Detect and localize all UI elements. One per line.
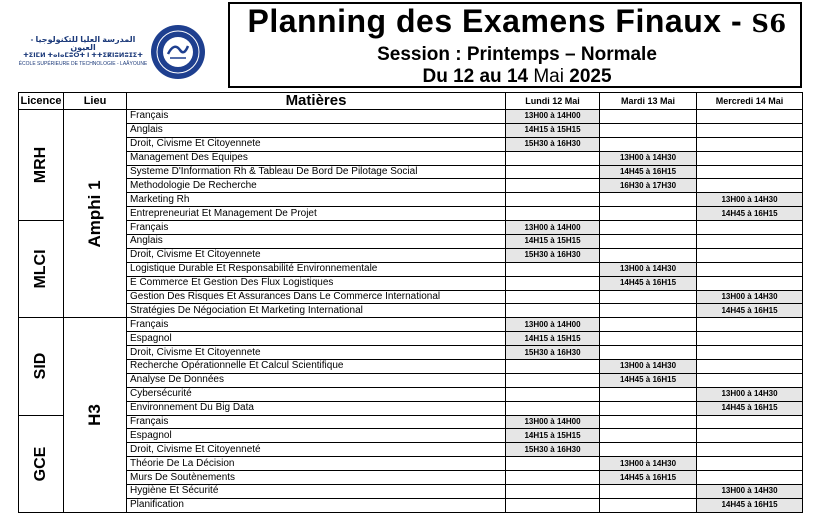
time-slot-cell	[506, 193, 600, 207]
time-slot-cell	[697, 318, 803, 332]
licence-cell	[19, 318, 64, 415]
university-seal-icon	[150, 24, 206, 80]
table-row	[19, 401, 803, 415]
subject-cell: Droit, Civisme Et Citoyenneté	[127, 443, 506, 457]
time-slot-cell	[506, 276, 600, 290]
licence-label: SID	[32, 353, 49, 380]
table-row	[19, 276, 803, 290]
table-row	[19, 360, 803, 374]
time-slot-cell: 13H00 à 14H30	[697, 387, 803, 401]
table-row	[19, 193, 803, 207]
time-slot-cell	[697, 415, 803, 429]
time-slot-cell: 13H00 à 14H00	[506, 415, 600, 429]
licence-cell	[19, 110, 64, 221]
time-slot-cell	[697, 429, 803, 443]
time-slot-cell	[697, 179, 803, 193]
time-slot-cell: 14H15 à 15H15	[506, 123, 600, 137]
title-box	[228, 2, 802, 88]
table-row	[19, 443, 803, 457]
time-slot-cell: 13H00 à 14H00	[506, 221, 600, 235]
logo-arabic: المدرسة العليا للتكنولوجيا - العيون	[30, 35, 136, 52]
time-slot-cell	[600, 443, 697, 457]
col-matieres: Matières	[127, 93, 506, 110]
time-slot-cell: 14H45 à 16H15	[600, 276, 697, 290]
time-slot-cell	[600, 318, 697, 332]
subject-cell: Anglais	[127, 123, 506, 137]
subject-cell: Droit, Civisme Et Citoyennete	[127, 346, 506, 360]
time-slot-cell: 13H00 à 14H30	[600, 360, 697, 374]
time-slot-cell: 14H15 à 15H15	[506, 235, 600, 249]
logo-french: ÉCOLE SUPÉRIEURE DE TECHNOLOGIE - LAÂYOUNE	[18, 61, 148, 67]
time-slot-cell	[506, 498, 600, 512]
subject-cell: Systeme D'Information Rh & Tableau De Bord De Pilotage Social	[127, 165, 506, 179]
subject-cell: Hygiène Et Sécurité	[127, 485, 506, 499]
time-slot-cell: 13H00 à 14H30	[697, 193, 803, 207]
subject-cell: Français	[127, 221, 506, 235]
time-slot-cell	[506, 457, 600, 471]
time-slot-cell: 14H15 à 15H15	[506, 429, 600, 443]
licence-label: MLCI	[32, 249, 49, 289]
table-row	[19, 248, 803, 262]
time-slot-cell: 14H45 à 16H15	[600, 471, 697, 485]
subject-cell: Espagnol	[127, 429, 506, 443]
subject-cell: Français	[127, 318, 506, 332]
time-slot-cell	[600, 123, 697, 137]
time-slot-cell	[506, 262, 600, 276]
time-slot-cell	[506, 179, 600, 193]
time-slot-cell: 13H00 à 14H30	[600, 262, 697, 276]
subject-cell: Droit, Civisme Et Citoyennete	[127, 137, 506, 151]
time-slot-cell: 13H00 à 14H30	[697, 290, 803, 304]
subject-cell: Analyse De Données	[127, 373, 506, 387]
time-slot-cell	[697, 165, 803, 179]
time-slot-cell	[600, 332, 697, 346]
time-slot-cell	[697, 443, 803, 457]
exam-schedule-table	[18, 92, 803, 513]
time-slot-cell	[506, 387, 600, 401]
time-slot-cell	[697, 262, 803, 276]
subject-cell: Logistique Durable Et Responsabilité Environnementale	[127, 262, 506, 276]
time-slot-cell: 14H45 à 16H15	[697, 207, 803, 221]
time-slot-cell: 14H45 à 16H15	[600, 373, 697, 387]
time-slot-cell	[600, 235, 697, 249]
time-slot-cell	[600, 221, 697, 235]
table-row	[19, 318, 803, 332]
time-slot-cell	[506, 401, 600, 415]
table-row	[19, 207, 803, 221]
subject-cell: Théorie De La Décision	[127, 457, 506, 471]
time-slot-cell	[506, 290, 600, 304]
col-day: Mercredi 14 Mai	[697, 93, 803, 110]
semester: S6	[751, 9, 787, 38]
time-slot-cell	[600, 401, 697, 415]
time-slot-cell	[697, 332, 803, 346]
time-slot-cell	[506, 165, 600, 179]
licence-cell	[19, 415, 64, 512]
subject-cell: Stratégies De Négociation Et Marketing International	[127, 304, 506, 318]
licence-cell	[19, 221, 64, 318]
col-licence: Licence	[19, 93, 64, 110]
date-range: Du 12 au 14 Mai 2025	[422, 66, 612, 87]
time-slot-cell	[600, 387, 697, 401]
table-row	[19, 387, 803, 401]
time-slot-cell	[697, 457, 803, 471]
time-slot-cell: 14H45 à 16H15	[697, 498, 803, 512]
licence-label: GCE	[32, 446, 49, 482]
time-slot-cell: 13H00 à 14H00	[506, 318, 600, 332]
subject-cell: Espagnol	[127, 332, 506, 346]
time-slot-cell	[506, 471, 600, 485]
subject-cell: Droit, Civisme Et Citoyennete	[127, 248, 506, 262]
time-slot-cell	[697, 248, 803, 262]
time-slot-cell	[600, 193, 697, 207]
time-slot-cell: 15H30 à 16H30	[506, 346, 600, 360]
time-slot-cell	[600, 415, 697, 429]
time-slot-cell	[697, 346, 803, 360]
subject-cell: Methodologie De Recherche	[127, 179, 506, 193]
table-row	[19, 415, 803, 429]
time-slot-cell	[506, 207, 600, 221]
subject-cell: Français	[127, 415, 506, 429]
time-slot-cell: 15H30 à 16H30	[506, 248, 600, 262]
time-slot-cell	[600, 207, 697, 221]
time-slot-cell	[697, 471, 803, 485]
time-slot-cell: 14H15 à 15H15	[506, 332, 600, 346]
table-row	[19, 151, 803, 165]
time-slot-cell: 13H00 à 14H00	[506, 110, 600, 124]
time-slot-cell	[697, 360, 803, 374]
table-row	[19, 429, 803, 443]
subject-cell: E Commerce Et Gestion Des Flux Logistiques	[127, 276, 506, 290]
table-row	[19, 304, 803, 318]
time-slot-cell	[600, 110, 697, 124]
lieu-label: Amphi 1	[85, 180, 104, 248]
time-slot-cell	[697, 137, 803, 151]
table-row	[19, 373, 803, 387]
time-slot-cell	[697, 373, 803, 387]
subject-cell: Planification	[127, 498, 506, 512]
subject-cell: Management Des Equipes	[127, 151, 506, 165]
subject-cell: Environnement Du Big Data	[127, 401, 506, 415]
table-row	[19, 290, 803, 304]
time-slot-cell: 15H30 à 16H30	[506, 443, 600, 457]
time-slot-cell: 14H45 à 16H15	[697, 401, 803, 415]
time-slot-cell	[600, 290, 697, 304]
table-row	[19, 110, 803, 124]
col-lieu: Lieu	[64, 93, 127, 110]
time-slot-cell	[600, 485, 697, 499]
subject-cell: Entrepreneuriat Et Management De Projet	[127, 207, 506, 221]
session-subtitle: Session : Printemps – Normale	[377, 44, 657, 65]
col-day: Lundi 12 Mai	[506, 93, 600, 110]
table-row	[19, 165, 803, 179]
time-slot-cell: 13H00 à 14H30	[600, 151, 697, 165]
time-slot-cell	[697, 110, 803, 124]
subject-cell: Marketing Rh	[127, 193, 506, 207]
table-row	[19, 123, 803, 137]
table-row	[19, 137, 803, 151]
table-row	[19, 179, 803, 193]
time-slot-cell	[506, 485, 600, 499]
time-slot-cell	[697, 123, 803, 137]
time-slot-cell	[506, 151, 600, 165]
page-title: Planning des Examens Finaux - S6	[247, 3, 787, 39]
time-slot-cell: 13H00 à 14H30	[600, 457, 697, 471]
lieu-cell	[64, 318, 127, 512]
table-row	[19, 221, 803, 235]
time-slot-cell	[600, 304, 697, 318]
time-slot-cell	[600, 429, 697, 443]
time-slot-cell	[506, 304, 600, 318]
col-day: Mardi 13 Mai	[600, 93, 697, 110]
time-slot-cell	[600, 346, 697, 360]
time-slot-cell	[600, 498, 697, 512]
table-row	[19, 485, 803, 499]
time-slot-cell	[697, 151, 803, 165]
time-slot-cell	[506, 373, 600, 387]
table-row	[19, 262, 803, 276]
subject-cell: Murs De Soutènements	[127, 471, 506, 485]
table-row	[19, 235, 803, 249]
time-slot-cell: 16H30 à 17H30	[600, 179, 697, 193]
time-slot-cell	[697, 221, 803, 235]
school-logo-text	[18, 36, 148, 68]
time-slot-cell: 14H45 à 16H15	[600, 165, 697, 179]
table-row	[19, 498, 803, 512]
lieu-cell	[64, 110, 127, 318]
time-slot-cell: 13H00 à 14H30	[697, 485, 803, 499]
logo-tifinagh: ⵜⵉⵏⵎⵍ ⵜⴰⵏⴰⵎⵓⵔⵜ ⵏ ⵜⵜⵉⴽⵏⵓⵍⵓⵊⵉⵜ	[23, 52, 143, 59]
page-header	[0, 0, 818, 90]
table-header-row	[19, 93, 803, 110]
table-row	[19, 332, 803, 346]
table-row	[19, 457, 803, 471]
time-slot-cell	[506, 360, 600, 374]
subject-cell: Gestion Des Risques Et Assurances Dans Le Commerce International	[127, 290, 506, 304]
time-slot-cell	[600, 137, 697, 151]
table-row	[19, 471, 803, 485]
time-slot-cell	[697, 235, 803, 249]
subject-cell: Recherche Opérationnelle Et Calcul Scientifique	[127, 360, 506, 374]
subject-cell: Français	[127, 110, 506, 124]
lieu-label: H3	[85, 404, 104, 426]
time-slot-cell	[600, 248, 697, 262]
time-slot-cell: 15H30 à 16H30	[506, 137, 600, 151]
subject-cell: Cybersécurité	[127, 387, 506, 401]
time-slot-cell	[697, 276, 803, 290]
subject-cell: Anglais	[127, 235, 506, 249]
table-row	[19, 346, 803, 360]
licence-label: MRH	[32, 146, 49, 184]
time-slot-cell: 14H45 à 16H15	[697, 304, 803, 318]
